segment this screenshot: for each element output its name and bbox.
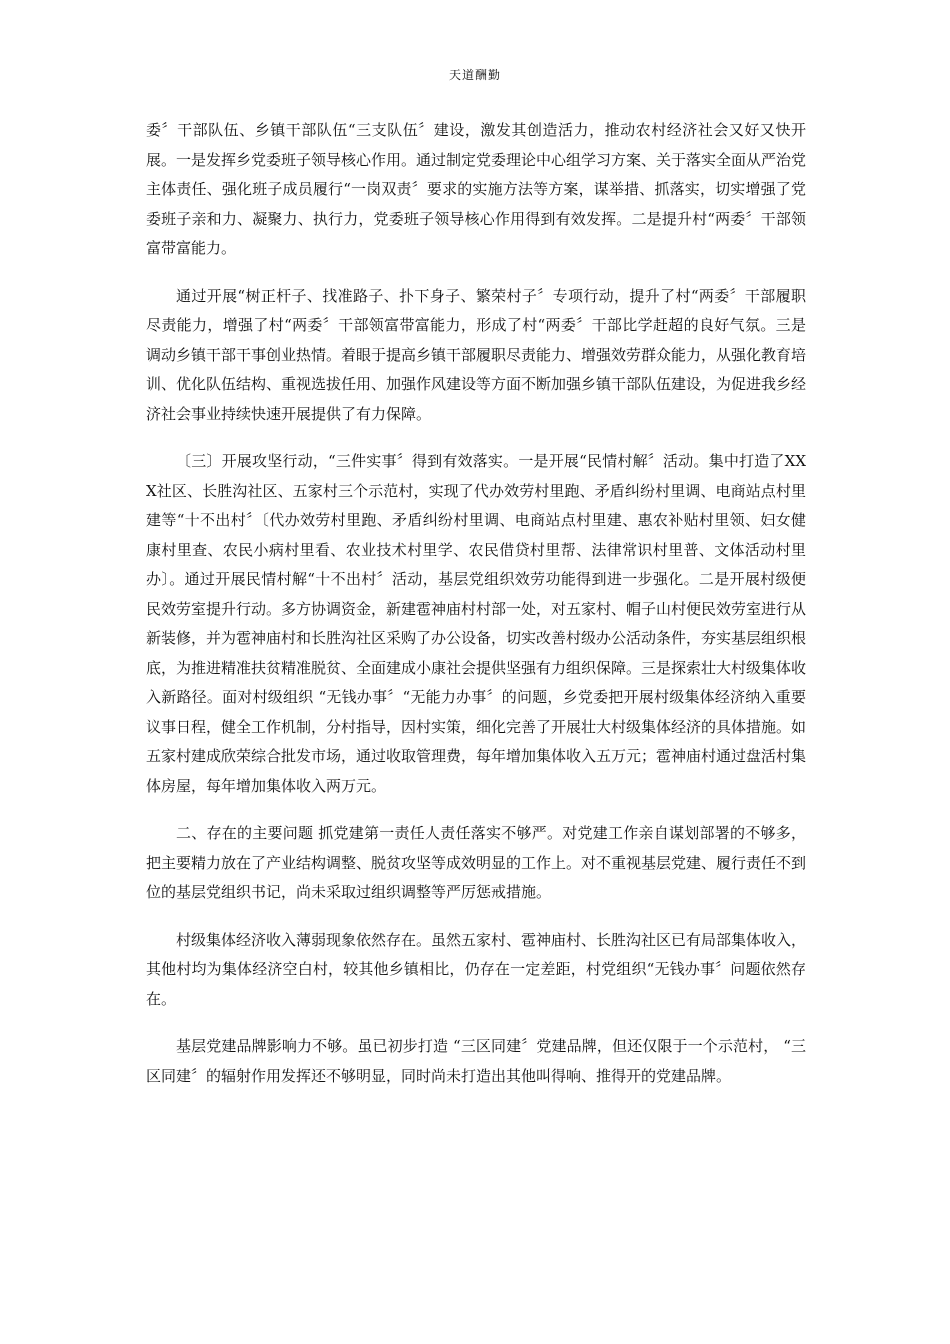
page-header: 天道酬勤 (448, 68, 501, 82)
paragraph-3: 〔三〕开展攻坚行动，“三件实事〞得到有效落实。一是开展“民情村解〞活动。集中打造了XXX社区、长胜沟社区、五家村三个示范村，实现了代办效劳村里跑、矛盾纠纷村里调、电商站点村里建等“十不出村〞〔代办效劳村里跑、矛盾纠纷村里调、电商站点村里建、惠农补贴村里领、妇女健康村里查、农民小病村里看、农业技术村里学、农民借贷村里帮、法律常识村里普、文体活动村里办〕。通过开展民情村解“十不出村〞活动，基层党组织效劳功能得到进一步强化。二是开展村级便民效劳室提升行动。多方协调资金，新建雹神庙村村部一处，对五家村、帽子山村便民效劳室进行从新装修，并为雹神庙村和长胜沟社区采购了办公设备，切实改善村级办公活动条件，夯实基层组织根底，为推进精准扶贫精准脱贫、全面建成小康社会提供坚强有力组织保障。三是探索壮大村级集体收入新路径。面对村级组织 “无钱办事〞“无能力办事〞的问题，乡党委把开展村级集体经济纳入重要议事日程，健全工作机制，分村指导，因村实策，细化完善了开展壮大村级集体经济的具体措施。如五家村建成欣荣综合批发市场，通过收取管理费，每年增加集体收入五万元；雹神庙村通过盘活村集体房屋，每年增加集体收入两万元。 (146, 452, 807, 795)
paragraph-4: 二、存在的主要问题 抓党建第一责任人责任落实不够严。对党建工作亲自谋划部署的不够多，把主要精力放在了产业结构调整、脱贫攻坚等成效明显的工作上。对不重视基层党建、履行责任不到位的基层党组织书记，尚未采取过组织调整等严厉惩戒措施。 (146, 824, 807, 901)
document-body (146, 116, 806, 1109)
paragraph-5: 村级集体经济收入薄弱现象依然存在。虽然五家村、雹神庙村、长胜沟社区已有局部集体收入，其他村均为集体经济空白村，较其他乡镇相比，仍存在一定差距，村党组织“无钱办事〞问题依然存在。 (146, 930, 807, 1008)
paragraph-6: 基层党建品牌影响力不够。虽已初步打造 “三区同建〞党建品牌，但还仅限于一个示范村， “三区同建〞的辐射作用发挥还不够明显，同时尚未打造出其他叫得响、推得开的党建品牌。 (146, 1037, 806, 1085)
paragraph-1: 委〞干部队伍、乡镇干部队伍“三支队伍〞建设，激发其创造活力，推动农村经济社会又好又快开展。一是发挥乡党委班子领导核心作用。通过制定党委理论中心组学习方案、关于落实全面从严治党主体责任、强化班子成员履行“一岗双责〞要求的实施方法等方案，谋举措、抓落实，切实增强了党委班子亲和力、凝聚力、执行力，党委班子领导核心作用得到有效发挥。二是提升村“两委〞干部领富带富能力。 (146, 121, 807, 257)
paragraph-2: 通过开展“树正杆子、找准路子、扑下身子、繁荣村子〞专项行动，提升了村“两委〞干部履职尽责能力，增强了村“两委〞干部领富带富能力，形成了村“两委〞干部比学赶超的良好气氛。三是调动乡镇干部干事创业热情。着眼于提高乡镇干部履职尽责能力、增强效劳群众能力，从强化教育培训、优化队伍结构、重视选拔任用、加强作风建设等方面不断加强乡镇干部队伍建设，为促进我乡经济社会事业持续快速开展提供了有力保障。 (146, 286, 807, 423)
